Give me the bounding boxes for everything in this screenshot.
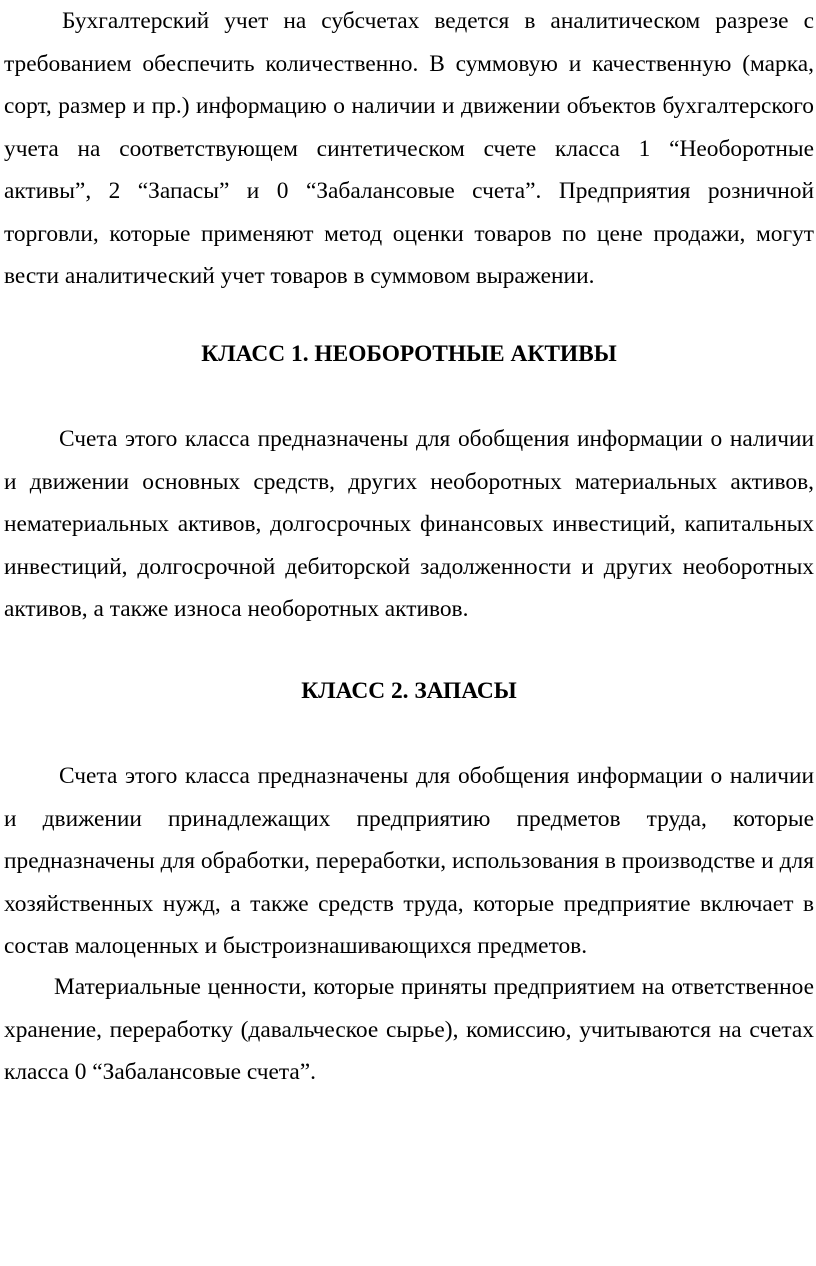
class-1-paragraph: Счета этого класса предназначены для обобщения информации о наличии и движении основных средств, других необоротных материальных активов, нематериальных активов, долгосрочных финансовых инвестиций, капитальных инвестиций, долгосрочной дебиторской задолженности и других необоротных активов, а также износа необоротных активов. (4, 426, 814, 622)
class-2-paragraph: Счета этого класса предназначены для обобщения информации о наличии и движении принадлежащих предприятию предметов труда, которые предназначены для обработки, переработки, использования в производстве и для хозяйственных нужд, а также средств труда, которые предприятие включает в состав малоценных и быстроизнашивающихся предметов. (4, 763, 814, 959)
off-balance-paragraph: Материальные ценности, которые приняты предприятием на ответственное хранение, переработку (давальческое сырье), комиссию, учитываются на счетах класса 0 “Забалансовые счета”. (4, 974, 814, 1085)
class-2-heading: КЛАСС 2. ЗАПАСЫ (301, 678, 517, 704)
intro-paragraph: Бухгалтерский учет на субсчетах ведется в аналитическом разрезе с требованием обеспечить количественно. В суммовую и качественную (марка, сорт, размер и пр.) информацию о наличии и движении объектов бухгалтерского учета на соответствующем синтетическом счете класса 1 “Необоротные активы”, 2 “Запасы” и 0 “Забалансовые счета”. Предприятия розничной торговли, которые применяют метод оценки товаров по цене продажи, могут вести аналитический учет товаров в суммовом выражении. (4, 8, 814, 289)
class-1-heading: КЛАСС 1. НЕОБОРОТНЫЕ АКТИВЫ (201, 341, 617, 367)
